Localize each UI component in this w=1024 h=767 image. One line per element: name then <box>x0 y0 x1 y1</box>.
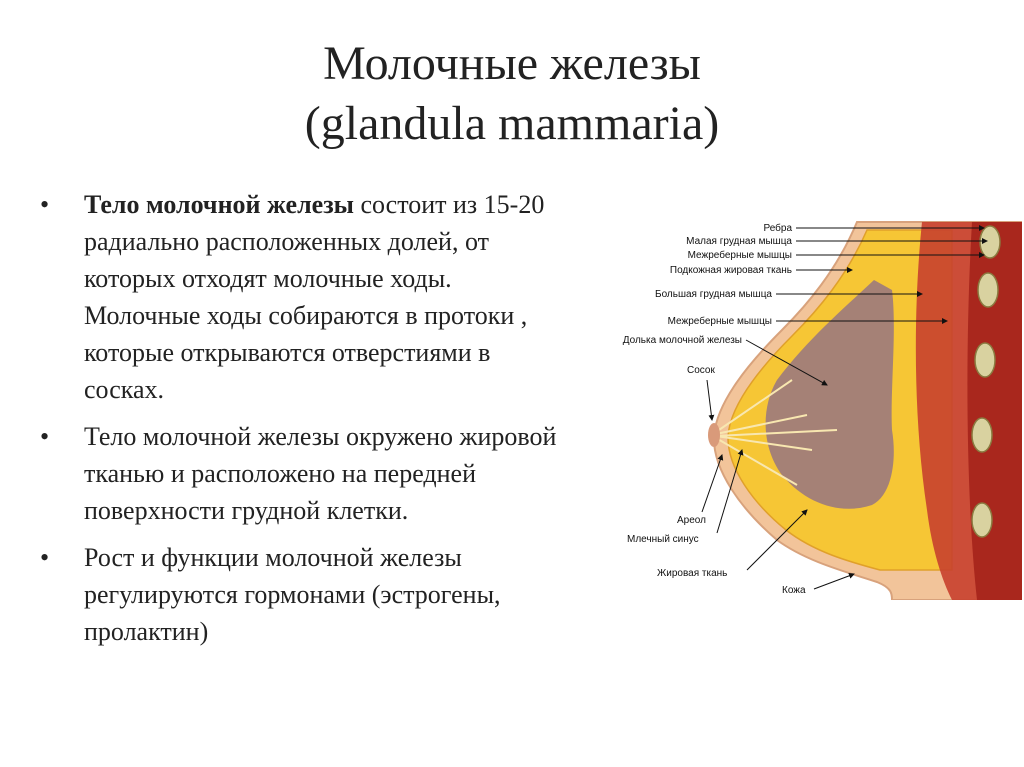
title-line-2: (glandula mammaria) <box>304 97 720 150</box>
title-line-1: Молочные железы <box>323 37 701 90</box>
bullet-marker: • <box>40 543 50 572</box>
label-skin: Кожа <box>782 585 806 596</box>
bullet-list <box>40 186 570 660</box>
bullet-item <box>40 539 570 650</box>
label-intercostal-1: Межреберные мышцы <box>687 250 792 261</box>
slide-title <box>0 34 1024 154</box>
breast-anatomy-illustration <box>592 210 1022 600</box>
bullet-bold-text: Тело молочной железы <box>84 190 354 219</box>
bullet-item <box>40 418 570 529</box>
label-nipple: Сосок <box>687 365 715 376</box>
nipple <box>708 423 720 447</box>
label-milk-sinus: Млечный синус <box>627 534 699 545</box>
label-ribs: Ребра <box>763 223 792 234</box>
label-intercostal-2: Межреберные мышцы <box>667 316 772 327</box>
label-pectoralis-minor: Малая грудная мышца <box>686 236 792 247</box>
label-lobule: Долька молочной железы <box>622 335 742 346</box>
bullet-text: Рост и функции молочной железы регулируются гормонами (эстрогены, пролактин) <box>84 543 501 646</box>
bullet-marker: • <box>40 422 50 451</box>
bullet-text: состоит из 15-20 радиально расположенных долей, от которых отходят молочные ходы. Молочные ходы собираются в протоки , которые открываются отверстиями в сосках. <box>84 190 545 404</box>
breast-anatomy-figure <box>592 210 1022 600</box>
bullet-text: Тело молочной железы окружено жировой тканью и расположено на передней поверхности грудной клетки. <box>84 422 557 525</box>
bullet-item <box>40 186 570 408</box>
label-areola: Ареол <box>677 515 706 526</box>
label-fat-tissue: Жировая ткань <box>657 568 728 579</box>
label-subcutaneous-fat: Подкожная жировая ткань <box>669 265 792 276</box>
label-pectoralis-major: Большая грудная мышца <box>655 289 772 300</box>
bullet-marker: • <box>40 190 50 219</box>
